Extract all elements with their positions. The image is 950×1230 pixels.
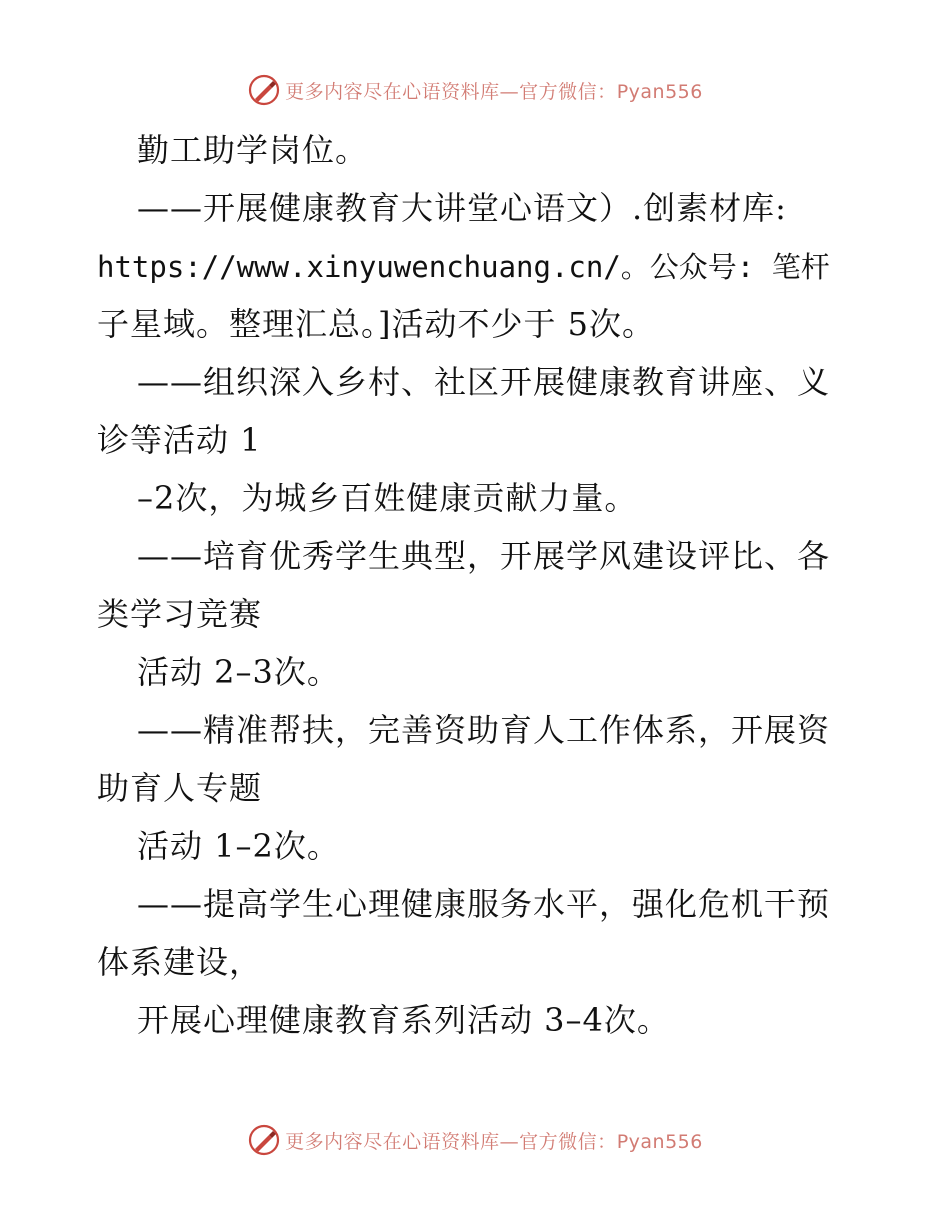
paragraph-line: 活动 1–2次。 [137, 827, 340, 865]
paragraph-line: 类学习竞赛 [97, 595, 263, 633]
paragraph-line: ——开展健康教育大讲堂心语文）.创素材库: [137, 189, 787, 227]
pen-logo-icon [247, 73, 281, 107]
paragraph-line: 活动 2–3次。 [137, 653, 340, 691]
footer-watermark [0, 1120, 950, 1160]
paragraph-line: –2次，为城乡百姓健康贡献力量。 [137, 479, 638, 517]
header-watermark [0, 70, 950, 110]
paragraph-line: 体系建设， [97, 943, 263, 981]
paragraph-line: ——提高学生心理健康服务水平，强化危机干预 [137, 885, 831, 923]
header-watermark-text: 更多内容尽在心语资料库—官方微信：Pyan556 [285, 80, 703, 103]
paragraph-line: 勤工助学岗位。 [137, 131, 369, 169]
paragraph-line: ——组织深入乡村、社区开展健康教育讲座、义 [137, 363, 831, 401]
paragraph-line: ——精准帮扶，完善资助育人工作体系，开展资 [137, 711, 831, 749]
paragraph-line: 子星域。整理汇总。]活动不少于 5次。 [97, 305, 656, 343]
paragraph-line: 诊等活动 1 [97, 421, 262, 459]
paragraph-line: 助育人专题 [97, 769, 263, 807]
footer-watermark-text: 更多内容尽在心语资料库—官方微信：Pyan556 [285, 1130, 703, 1153]
pen-logo-icon [247, 1123, 281, 1157]
document-body [97, 121, 857, 1049]
paragraph-line: 开展心理健康教育系列活动 3–4次。 [137, 1001, 670, 1039]
paragraph-line: ——培育优秀学生典型，开展学风建设评比、各 [137, 537, 831, 575]
paragraph-line [97, 237, 857, 295]
url-text: https://www.xinyuwenchuang.cn/。公众号: 笔杆 [97, 250, 830, 284]
